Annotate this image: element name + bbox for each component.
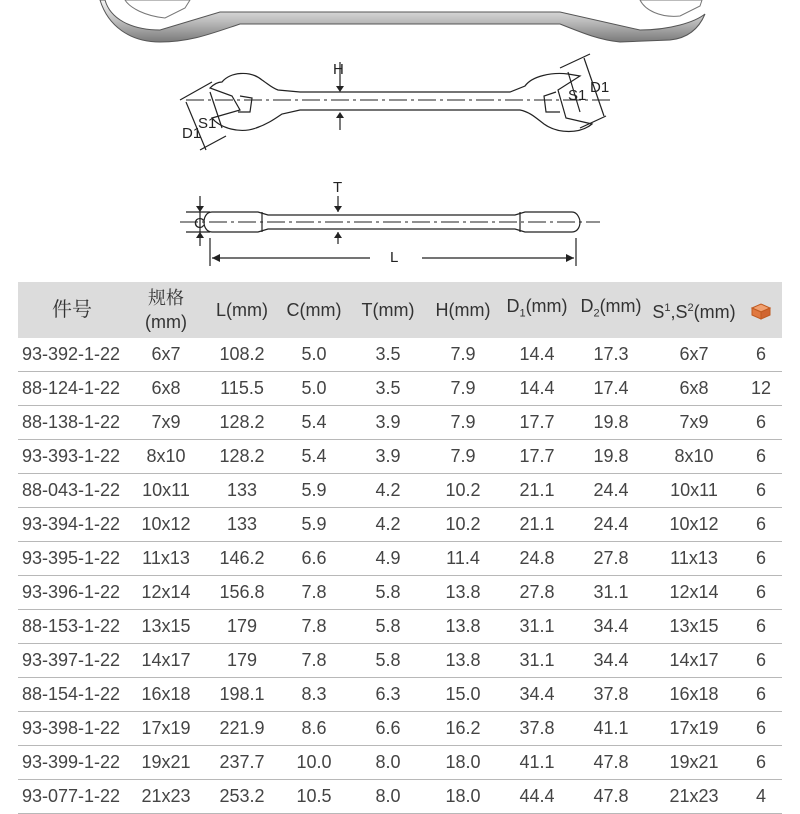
cell-d1: 21.1 — [500, 474, 574, 508]
table-row — [18, 542, 782, 576]
cell-size: 10x12 — [126, 508, 206, 542]
wrench-photo — [0, 0, 800, 46]
cell-qty: 6 — [740, 712, 782, 746]
cell-t: 3.5 — [350, 338, 426, 372]
cell-s: 16x18 — [648, 678, 740, 712]
cell-d2: 19.8 — [574, 440, 648, 474]
cell-h: 13.8 — [426, 576, 500, 610]
label-c: C — [194, 215, 205, 232]
cell-qty: 4 — [740, 780, 782, 814]
cell-c: 7.8 — [278, 644, 350, 678]
label-h: H — [333, 61, 344, 78]
cell-size: 14x17 — [126, 644, 206, 678]
cell-d1: 24.8 — [500, 542, 574, 576]
cell-l: 146.2 — [206, 542, 278, 576]
label-d1-left: D1 — [182, 125, 202, 142]
cell-s: 14x17 — [648, 644, 740, 678]
cell-t: 5.8 — [350, 576, 426, 610]
cell-d1: 31.1 — [500, 610, 574, 644]
cell-part-no: 93-396-1-22 — [18, 576, 126, 610]
cell-s: 6x8 — [648, 372, 740, 406]
cell-l: 156.8 — [206, 576, 278, 610]
cell-d2: 47.8 — [574, 780, 648, 814]
box-icon — [750, 302, 772, 320]
cell-c: 10.0 — [278, 746, 350, 780]
header-s-sup2: 2 — [687, 302, 694, 314]
cell-size: 10x11 — [126, 474, 206, 508]
label-s1-right: S1 — [568, 87, 587, 104]
cell-t: 5.8 — [350, 644, 426, 678]
cell-qty: 6 — [740, 678, 782, 712]
cell-s: 10x12 — [648, 508, 740, 542]
cell-qty: 6 — [740, 338, 782, 372]
cell-t: 8.0 — [350, 780, 426, 814]
table-row — [18, 576, 782, 610]
cell-s: 21x23 — [648, 780, 740, 814]
cell-t: 3.9 — [350, 406, 426, 440]
cell-h: 13.8 — [426, 610, 500, 644]
header-d2-sub: 2 — [593, 307, 600, 320]
cell-c: 6.6 — [278, 542, 350, 576]
cell-h: 18.0 — [426, 780, 500, 814]
cell-qty: 6 — [740, 474, 782, 508]
table-row — [18, 610, 782, 644]
cell-d1: 37.8 — [500, 712, 574, 746]
cell-size: 21x23 — [126, 780, 206, 814]
cell-c: 5.0 — [278, 372, 350, 406]
cell-part-no: 88-138-1-22 — [18, 406, 126, 440]
cell-d2: 37.8 — [574, 678, 648, 712]
cell-c: 8.3 — [278, 678, 350, 712]
table-row — [18, 440, 782, 474]
header-c: C(mm) — [278, 282, 350, 338]
cell-l: 221.9 — [206, 712, 278, 746]
cell-d1: 17.7 — [500, 440, 574, 474]
cell-d2: 47.8 — [574, 746, 648, 780]
cell-l: 237.7 — [206, 746, 278, 780]
header-t: T(mm) — [350, 282, 426, 338]
header-d1-unit: (mm) — [525, 296, 568, 317]
header-s-sep: ,S — [670, 302, 688, 322]
header-size — [126, 282, 206, 338]
header-d1-base: D — [506, 296, 520, 317]
cell-part-no: 88-043-1-22 — [18, 474, 126, 508]
cell-d1: 21.1 — [500, 508, 574, 542]
cell-h: 10.2 — [426, 508, 500, 542]
cell-h: 7.9 — [426, 440, 500, 474]
cell-qty: 6 — [740, 746, 782, 780]
table-row — [18, 644, 782, 678]
cell-size: 19x21 — [126, 746, 206, 780]
cell-c: 8.6 — [278, 712, 350, 746]
header-d2 — [574, 282, 648, 338]
cell-size: 6x8 — [126, 372, 206, 406]
header-size-line2: (mm) — [145, 312, 187, 332]
cell-d2: 24.4 — [574, 508, 648, 542]
header-s-sup1: 1 — [664, 302, 671, 314]
table-header-row — [18, 282, 782, 338]
cell-c: 5.4 — [278, 440, 350, 474]
cell-s: 11x13 — [648, 542, 740, 576]
header-part-no: 件号 — [18, 282, 126, 338]
cell-t: 3.9 — [350, 440, 426, 474]
table-row — [18, 508, 782, 542]
cell-t: 4.2 — [350, 474, 426, 508]
cell-c: 5.9 — [278, 474, 350, 508]
cell-s: 7x9 — [648, 406, 740, 440]
cell-t: 8.0 — [350, 746, 426, 780]
cell-qty: 6 — [740, 406, 782, 440]
cell-size: 16x18 — [126, 678, 206, 712]
cell-s: 13x15 — [648, 610, 740, 644]
cell-part-no: 93-394-1-22 — [18, 508, 126, 542]
cell-h: 16.2 — [426, 712, 500, 746]
cell-h: 7.9 — [426, 372, 500, 406]
cell-size: 8x10 — [126, 440, 206, 474]
cell-d2: 31.1 — [574, 576, 648, 610]
header-d2-base: D — [580, 296, 594, 317]
cell-t: 4.9 — [350, 542, 426, 576]
cell-part-no: 93-399-1-22 — [18, 746, 126, 780]
label-t: T — [333, 179, 343, 196]
cell-part-no: 88-154-1-22 — [18, 678, 126, 712]
cell-size: 17x19 — [126, 712, 206, 746]
header-d1 — [500, 282, 574, 338]
cell-l: 198.1 — [206, 678, 278, 712]
cell-h: 13.8 — [426, 644, 500, 678]
header-d1-sub: 1 — [519, 307, 526, 320]
cell-c: 5.4 — [278, 406, 350, 440]
cell-l: 253.2 — [206, 780, 278, 814]
cell-d1: 34.4 — [500, 678, 574, 712]
spec-table — [18, 282, 782, 814]
cell-h: 7.9 — [426, 338, 500, 372]
cell-qty: 6 — [740, 542, 782, 576]
table-row — [18, 678, 782, 712]
cell-c: 7.8 — [278, 610, 350, 644]
cell-l: 128.2 — [206, 406, 278, 440]
table-row — [18, 338, 782, 372]
cell-d2: 34.4 — [574, 610, 648, 644]
cell-t: 4.2 — [350, 508, 426, 542]
cell-s: 8x10 — [648, 440, 740, 474]
cell-qty: 6 — [740, 576, 782, 610]
label-s1-left: S1 — [198, 115, 217, 132]
cell-h: 18.0 — [426, 746, 500, 780]
cell-qty: 6 — [740, 508, 782, 542]
cell-l: 133 — [206, 508, 278, 542]
cell-size: 6x7 — [126, 338, 206, 372]
cell-size: 11x13 — [126, 542, 206, 576]
cell-d1: 14.4 — [500, 338, 574, 372]
cell-c: 5.9 — [278, 508, 350, 542]
header-s-unit: (mm) — [693, 302, 736, 322]
cell-size: 7x9 — [126, 406, 206, 440]
header-d2-unit: (mm) — [599, 296, 642, 317]
cell-d1: 27.8 — [500, 576, 574, 610]
cell-d2: 17.4 — [574, 372, 648, 406]
cell-l: 133 — [206, 474, 278, 508]
cell-d2: 34.4 — [574, 644, 648, 678]
header-size-line1: 规格 — [148, 288, 184, 308]
cell-t: 6.3 — [350, 678, 426, 712]
cell-size: 12x14 — [126, 576, 206, 610]
header-s-base: S — [652, 302, 665, 322]
cell-d2: 19.8 — [574, 406, 648, 440]
table-row — [18, 746, 782, 780]
wrench-top-view — [210, 73, 592, 131]
cell-h: 15.0 — [426, 678, 500, 712]
cell-qty: 12 — [740, 372, 782, 406]
cell-l: 115.5 — [206, 372, 278, 406]
cell-l: 179 — [206, 644, 278, 678]
cell-d2: 41.1 — [574, 712, 648, 746]
cell-part-no: 88-124-1-22 — [18, 372, 126, 406]
label-l: L — [390, 249, 399, 266]
header-s — [648, 282, 740, 338]
cell-qty: 6 — [740, 644, 782, 678]
label-d1-right: D1 — [590, 79, 610, 96]
table-row — [18, 712, 782, 746]
cell-part-no: 93-077-1-22 — [18, 780, 126, 814]
cell-t: 3.5 — [350, 372, 426, 406]
cell-d2: 27.8 — [574, 542, 648, 576]
cell-s: 10x11 — [648, 474, 740, 508]
cell-h: 7.9 — [426, 406, 500, 440]
cell-d1: 41.1 — [500, 746, 574, 780]
cell-c: 10.5 — [278, 780, 350, 814]
cell-part-no: 93-392-1-22 — [18, 338, 126, 372]
header-h: H(mm) — [426, 282, 500, 338]
cell-part-no: 93-395-1-22 — [18, 542, 126, 576]
cell-c: 5.0 — [278, 338, 350, 372]
header-box — [740, 282, 782, 338]
cell-d1: 14.4 — [500, 372, 574, 406]
table-row — [18, 474, 782, 508]
cell-size: 13x15 — [126, 610, 206, 644]
table-row — [18, 372, 782, 406]
cell-part-no: 88-153-1-22 — [18, 610, 126, 644]
cell-d2: 17.3 — [574, 338, 648, 372]
header-l: L(mm) — [206, 282, 278, 338]
cell-qty: 6 — [740, 440, 782, 474]
cell-part-no: 93-397-1-22 — [18, 644, 126, 678]
cell-l: 128.2 — [206, 440, 278, 474]
cell-l: 179 — [206, 610, 278, 644]
wrench-diagram — [0, 46, 800, 280]
spec-body — [18, 338, 782, 814]
table-row — [18, 780, 782, 814]
cell-h: 10.2 — [426, 474, 500, 508]
cell-t: 5.8 — [350, 610, 426, 644]
cell-s: 19x21 — [648, 746, 740, 780]
cell-s: 17x19 — [648, 712, 740, 746]
cell-part-no: 93-393-1-22 — [18, 440, 126, 474]
cell-t: 6.6 — [350, 712, 426, 746]
cell-d1: 31.1 — [500, 644, 574, 678]
cell-part-no: 93-398-1-22 — [18, 712, 126, 746]
cell-d1: 44.4 — [500, 780, 574, 814]
cell-qty: 6 — [740, 610, 782, 644]
cell-d1: 17.7 — [500, 406, 574, 440]
cell-h: 11.4 — [426, 542, 500, 576]
cell-l: 108.2 — [206, 338, 278, 372]
cell-c: 7.8 — [278, 576, 350, 610]
cell-d2: 24.4 — [574, 474, 648, 508]
cell-s: 6x7 — [648, 338, 740, 372]
cell-s: 12x14 — [648, 576, 740, 610]
table-row — [18, 406, 782, 440]
